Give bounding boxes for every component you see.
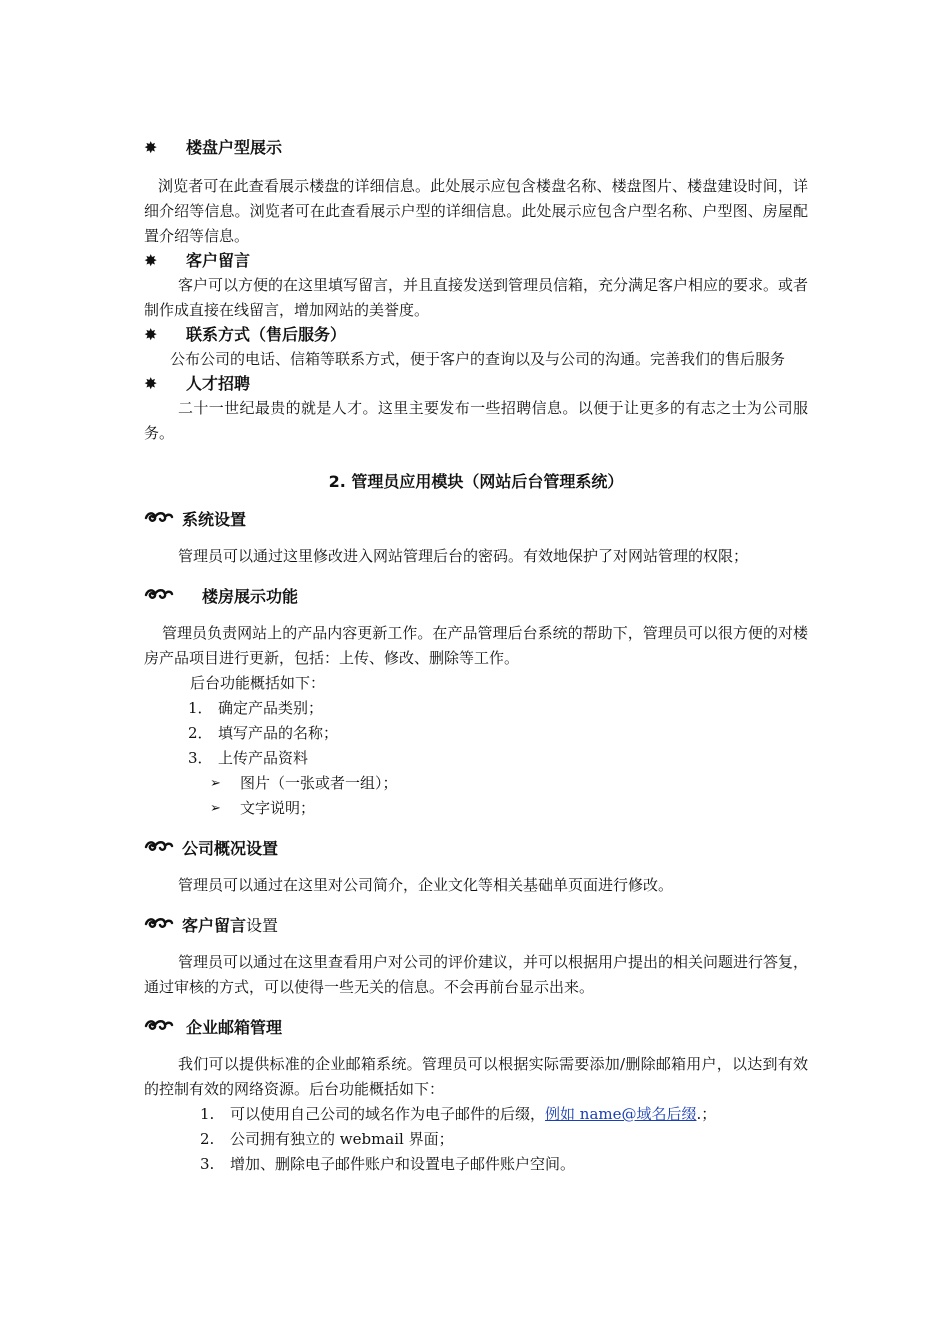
heading-customer-message: ✸ 客户留言 — [144, 249, 808, 273]
arrow-bullet-icon: ➢ — [210, 776, 221, 791]
list-item: 3． 上传产品资料 — [188, 749, 309, 767]
list-item: ➢ 图片（一张或者一组）； — [144, 771, 808, 796]
list-item: 3. 增加、删除电子邮件账户和设置电子邮件账户空间。 — [200, 1155, 576, 1173]
heading-mail-management: 企业邮箱管理 — [144, 1016, 808, 1040]
star-bullet-icon: ✸ — [144, 251, 158, 270]
paragraph: 管理员负责网站上的产品内容更新工作。在产品管理后台系统的帮助下，管理员可以很方便的对楼房产品项目进行更新，包括：上传、修改、删除等工作。 — [144, 624, 808, 667]
heading-message-settings: 客户留言 设置 — [144, 914, 808, 938]
star-bullet-icon: ✸ — [144, 374, 158, 393]
swirl-bullet-icon — [144, 585, 202, 609]
paragraph: 浏览者可在此查看展示楼盘的详细信息。此处展示应包含楼盘名称、楼盘图片、楼盘建设时间，详细介绍等信息。浏览者可在此查看展示户型的详细信息。此处展示应包含户型名称、户型图、房屋配置介绍等信息。 — [144, 177, 808, 245]
heading-contact: ✸ 联系方式（售后服务） — [144, 323, 808, 347]
paragraph: 管理员可以通过在这里查看用户对公司的评价建议，并可以根据用户提出的相关问题进行答复，通过审核的方式，可以使得一些无关的信息。不会再前台显示出来。 — [144, 953, 809, 996]
list-item: 1． 确定产品类别； — [188, 699, 324, 717]
heading-system-settings: 系统设置 — [144, 508, 808, 532]
list-item: 2. 公司拥有独立的 webmail 界面； — [200, 1130, 454, 1148]
heading-building-function: 楼房展示功能 — [144, 585, 808, 609]
module-title: 2. 管理员应用模块（网站后台管理系统） — [328, 472, 624, 491]
star-bullet-icon: ✸ — [144, 138, 158, 157]
paragraph: 管理员可以通过在这里对公司简介，企业文化等相关基础单页面进行修改。 — [178, 876, 674, 894]
star-bullet-icon: ✸ — [144, 325, 158, 344]
list-item: 1. 可以使用自己公司的域名作为电子邮件的后缀，例如 name@域名后缀.； — [200, 1105, 717, 1123]
paragraph: 后台功能概括如下： — [190, 674, 326, 692]
document-page — [144, 0, 808, 1177]
swirl-bullet-icon — [144, 1016, 186, 1040]
paragraph: 管理员可以通过这里修改进入网站管理后台的密码。有效地保护了对网站管理的权限； — [178, 547, 749, 565]
heading-recruitment: ✸ 人才招聘 — [144, 372, 808, 396]
email-example-link[interactable]: 例如 name@域名后缀 — [545, 1105, 697, 1123]
paragraph: 客户可以方便的在这里填写留言，并且直接发送到管理员信箱，充分满足客户相应的要求。或者制作成直接在线留言，增加网站的美誉度。 — [144, 276, 809, 319]
list-item: ➢ 文字说明； — [144, 796, 808, 821]
paragraph: 公布公司的电话、信箱等联系方式，便于客户的查询以及与公司的沟通。完善我们的售后服务 — [170, 350, 786, 368]
swirl-bullet-icon — [144, 508, 182, 532]
paragraph: 二十一世纪最贵的就是人才。这里主要发布一些招聘信息。以便于让更多的有志之士为公司服务。 — [144, 399, 808, 442]
swirl-bullet-icon — [144, 914, 182, 938]
swirl-bullet-icon — [144, 837, 182, 861]
arrow-bullet-icon: ➢ — [210, 801, 221, 816]
list-item: 2． 填写产品的名称； — [188, 724, 339, 742]
paragraph: 我们可以提供标准的企业邮箱系统。管理员可以根据实际需要添加/删除邮箱用户，以达到有效的控制有效的网络资源。后台功能概括如下： — [144, 1055, 808, 1098]
heading-building-display: ✸ 楼盘户型展示 — [144, 136, 808, 160]
heading-company-settings: 公司概况设置 — [144, 837, 808, 861]
